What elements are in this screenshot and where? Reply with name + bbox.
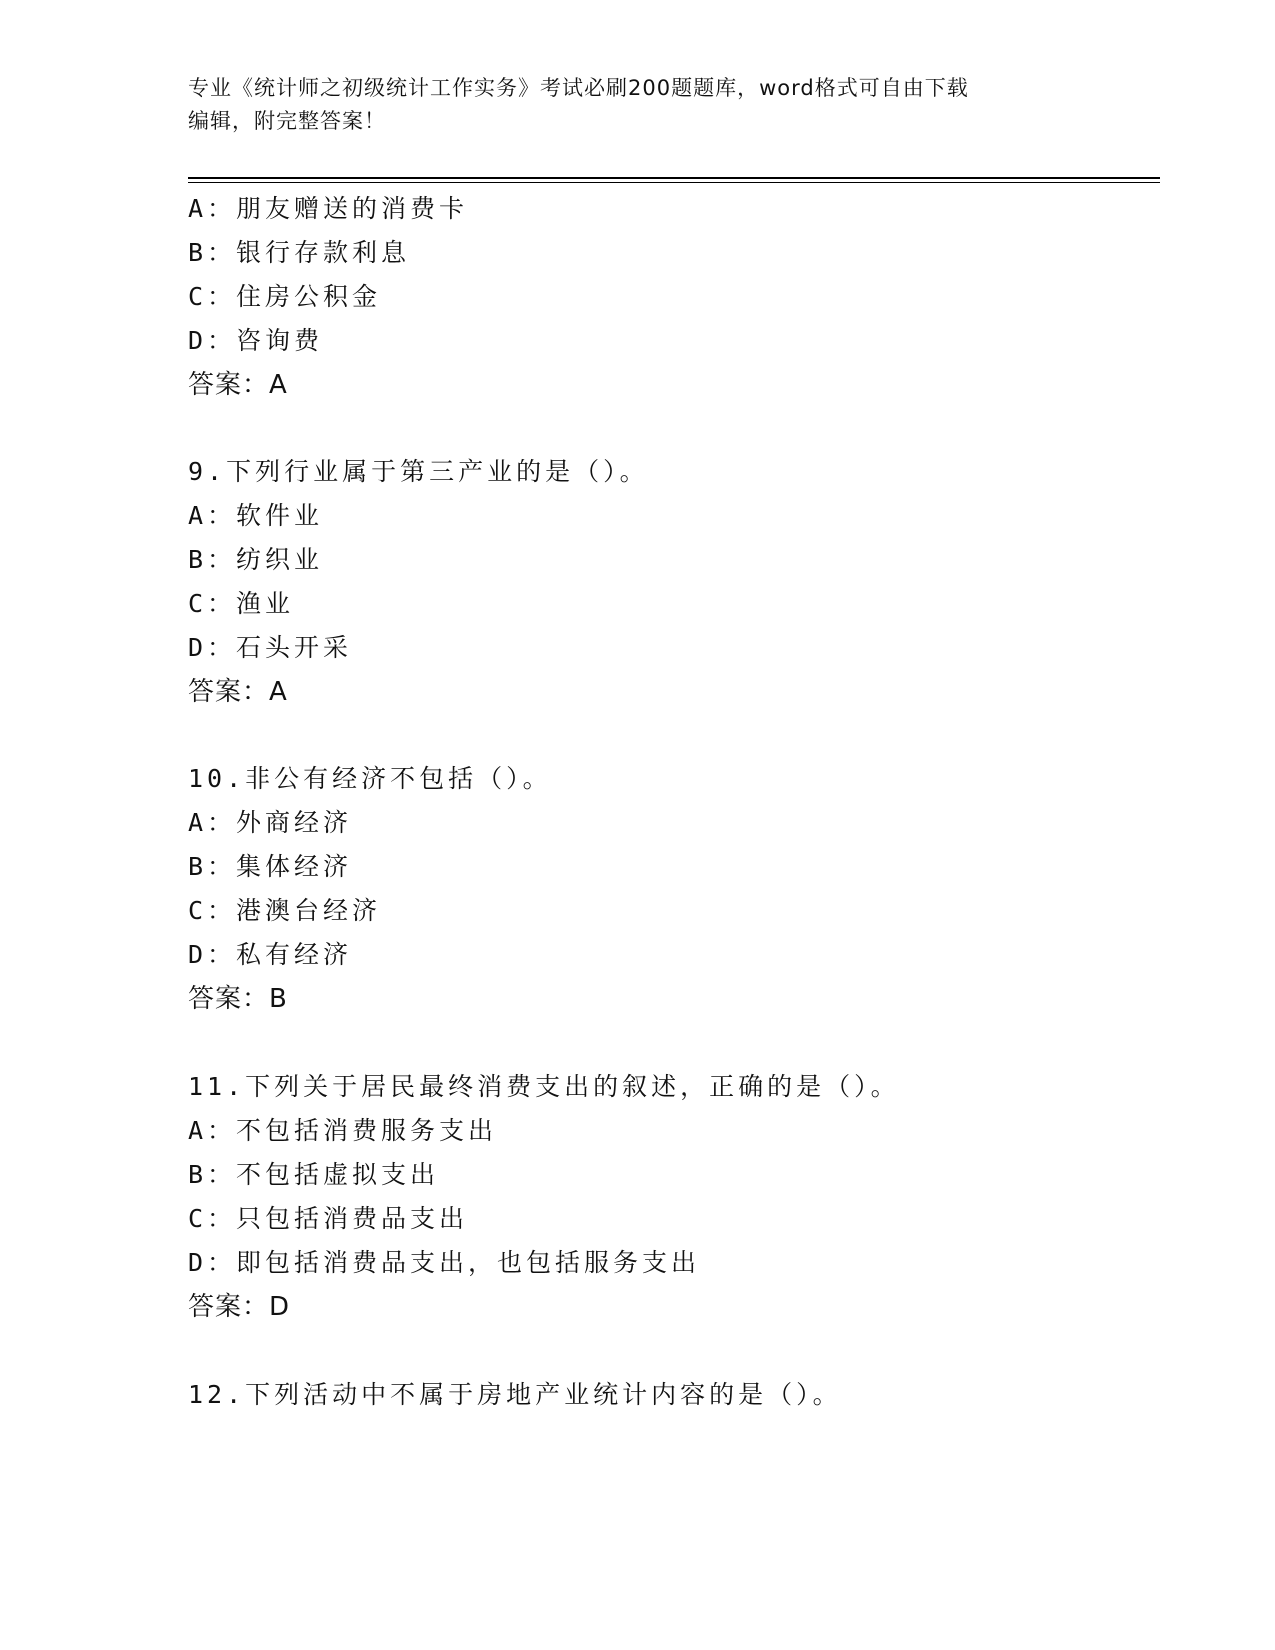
- question-10: 10.非公有经济不包括（）。: [188, 764, 552, 793]
- answer-line: 答案：A: [188, 677, 288, 707]
- header-title-line-1: 专业《统计师之初级统计工作实务》考试必刷200题题库，word格式可自由下载: [188, 76, 969, 100]
- option-b: B：不包括虚拟支出: [188, 1160, 440, 1189]
- header-divider-thick: [188, 177, 1160, 179]
- option-b: B：集体经济: [188, 852, 353, 881]
- answer-line: 答案：B: [188, 984, 288, 1014]
- header-divider-thin: [188, 182, 1160, 183]
- option-d: D：私有经济: [188, 940, 353, 969]
- option-c: C：住房公积金: [188, 282, 382, 311]
- option-a: A：外商经济: [188, 808, 353, 837]
- header-title-line-2: 编辑，附完整答案！: [188, 109, 386, 133]
- option-b: B：银行存款利息: [188, 238, 411, 267]
- question-12: 12.下列活动中不属于房地产业统计内容的是（）。: [188, 1380, 842, 1409]
- option-d: D：即包括消费品支出，也包括服务支出: [188, 1248, 701, 1277]
- answer-line: 答案：D: [188, 1292, 291, 1322]
- document-header: [188, 72, 1088, 138]
- option-d: D：石头开采: [188, 633, 353, 662]
- option-b: B：纺织业: [188, 545, 324, 574]
- option-c: C：渔业: [188, 589, 295, 618]
- option-d: D：咨询费: [188, 326, 324, 355]
- option-c: C：只包括消费品支出: [188, 1204, 469, 1233]
- question-9: 9.下列行业属于第三产业的是（）。: [188, 457, 649, 486]
- option-c: C：港澳台经济: [188, 896, 382, 925]
- question-11: 11.下列关于居民最终消费支出的叙述，正确的是（）。: [188, 1072, 900, 1101]
- option-a: A：不包括消费服务支出: [188, 1116, 498, 1145]
- option-a: A：朋友赠送的消费卡: [188, 194, 469, 223]
- answer-line: 答案：A: [188, 370, 288, 400]
- option-a: A：软件业: [188, 501, 324, 530]
